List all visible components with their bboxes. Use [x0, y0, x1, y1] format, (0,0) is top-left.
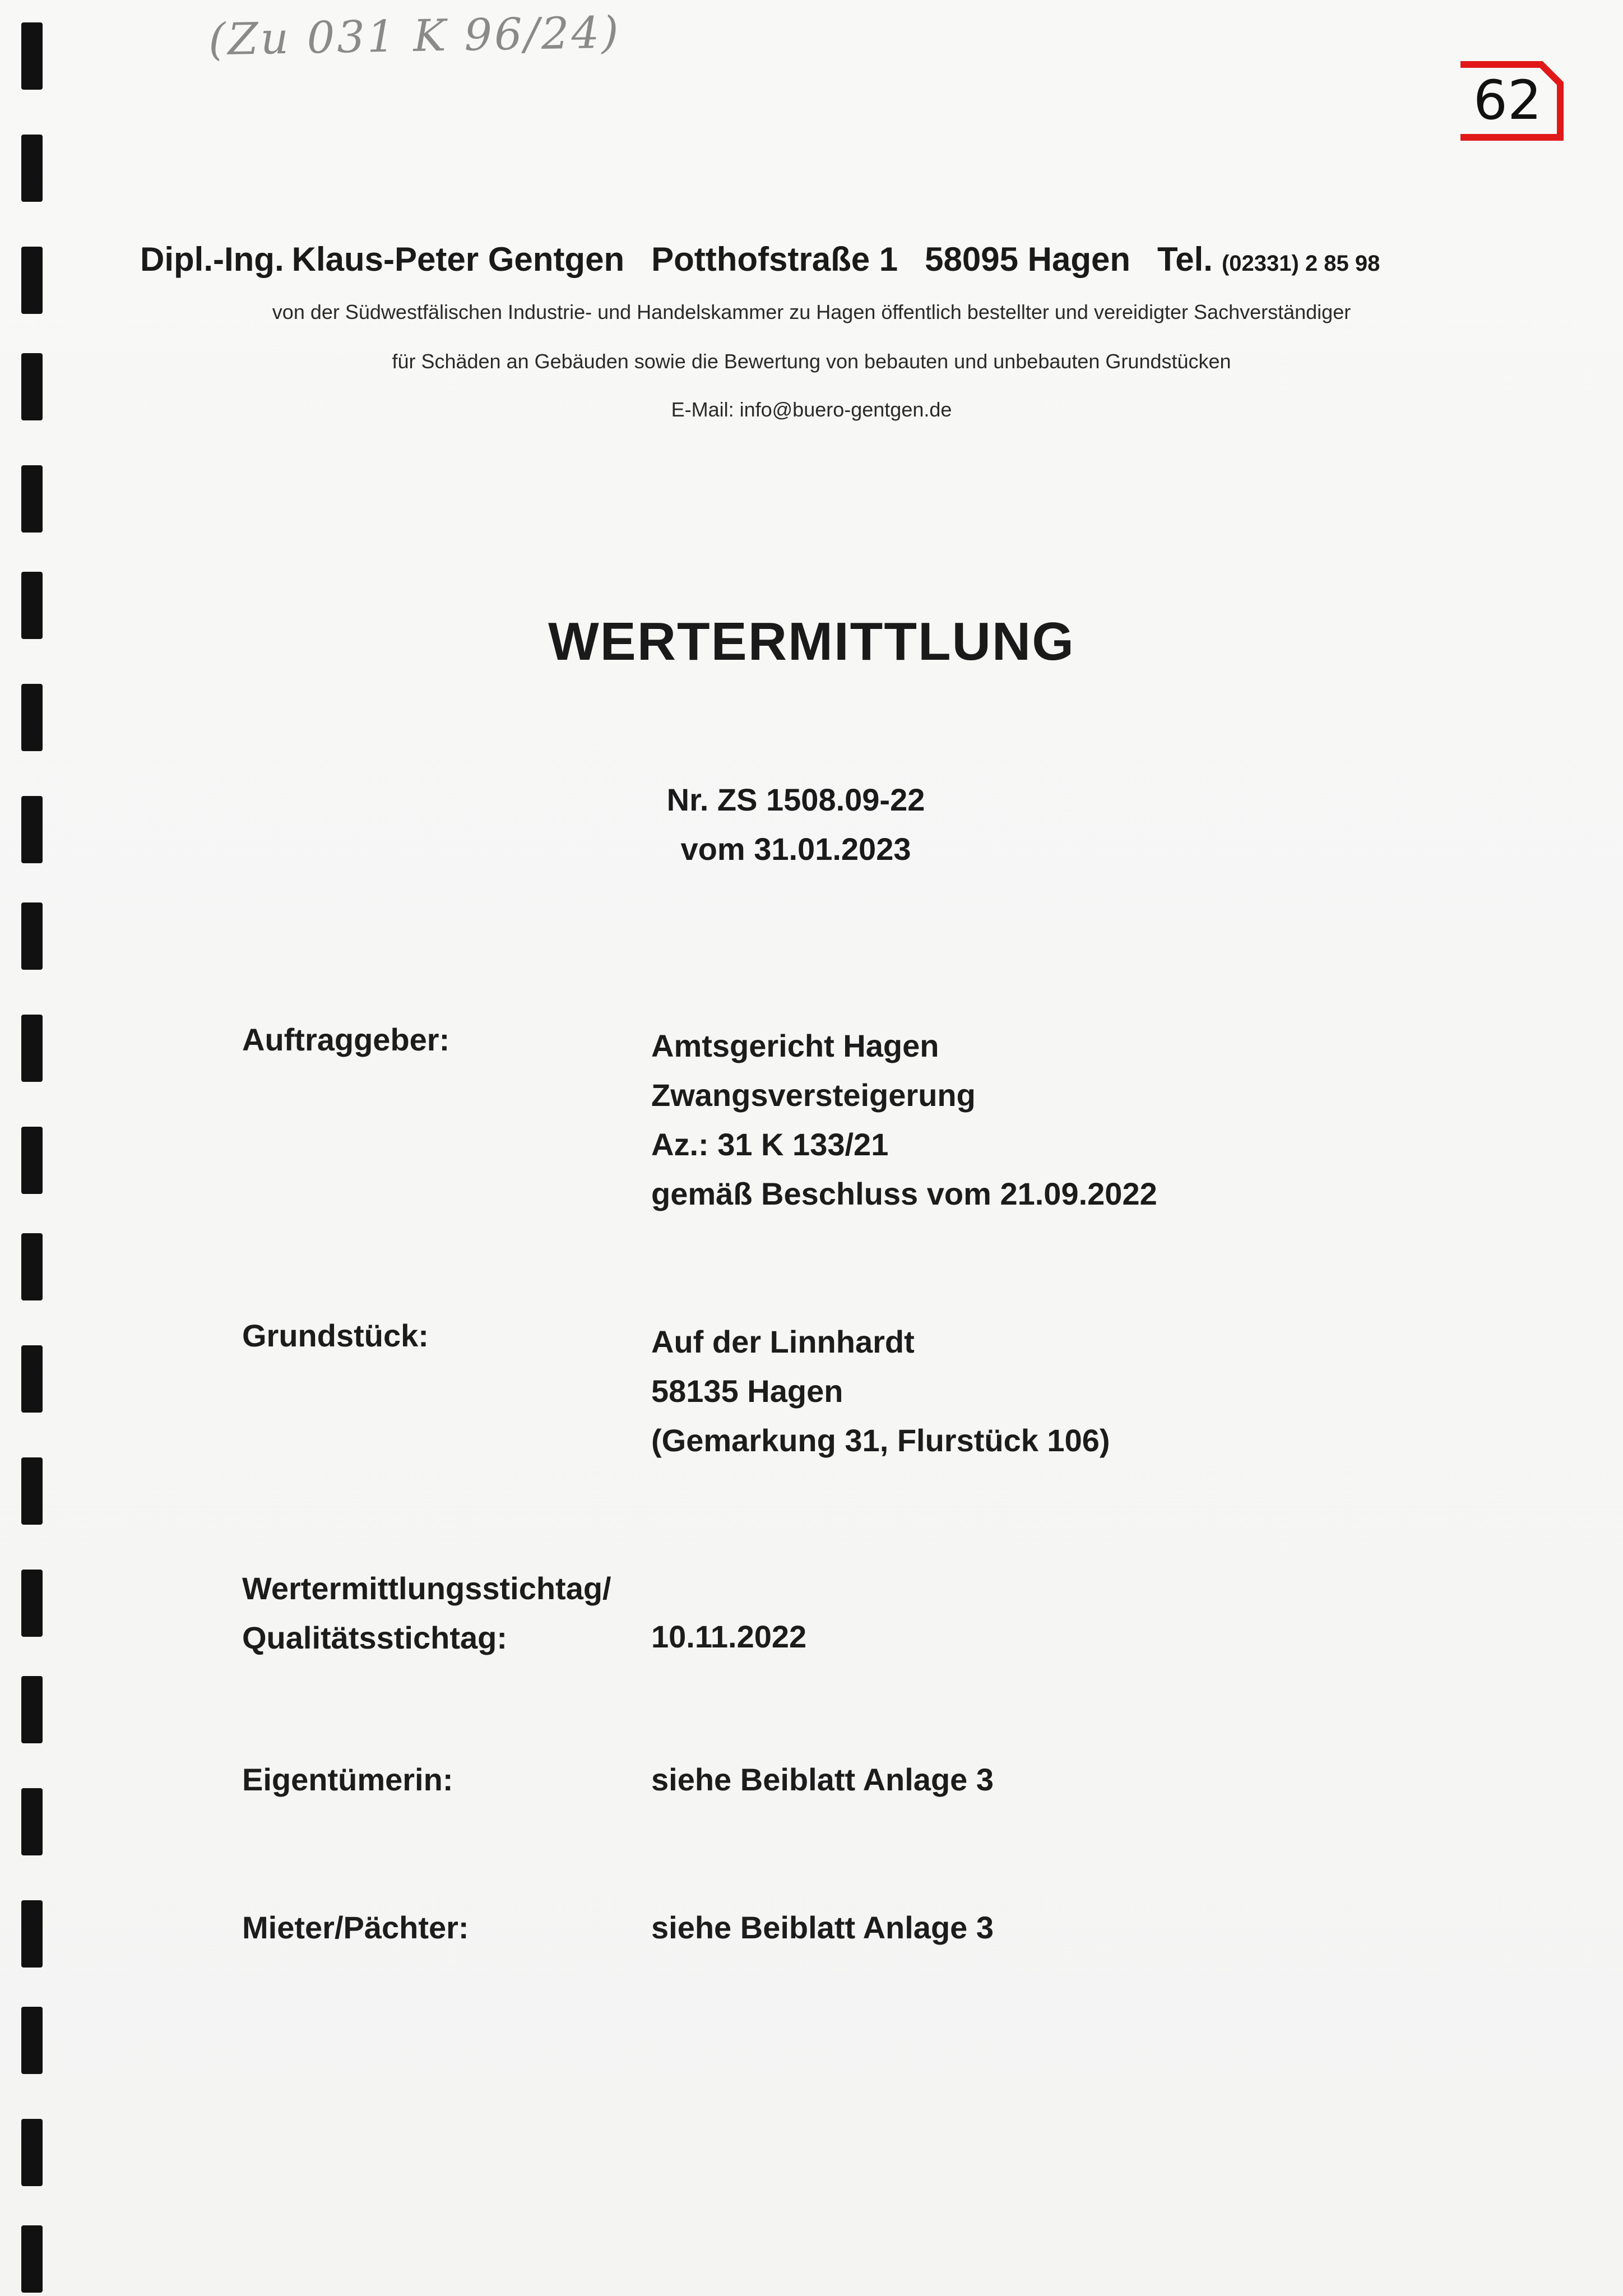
binding-hole: [21, 2119, 43, 2186]
field-label-auftraggeber: Auftraggeber:: [242, 1022, 450, 1057]
binding-hole: [21, 1345, 43, 1413]
field-value-grundstueck: [651, 1317, 1110, 1465]
binding-hole: [21, 1233, 43, 1300]
field-value-auftraggeber: [651, 1021, 1157, 1219]
field-value-line: Amtsgericht Hagen: [651, 1028, 939, 1063]
tel-label: Tel.: [1157, 240, 1213, 278]
binding-hole: [21, 2007, 43, 2074]
binding-hole: [21, 684, 43, 751]
city-address: 58095 Hagen: [925, 240, 1131, 278]
letterhead: [140, 240, 1508, 279]
field-label-mieter: Mieter/Pächter:: [242, 1910, 469, 1945]
binding-hole: [21, 22, 43, 90]
handwritten-note: (Zu 031 K 96/24): [208, 7, 622, 66]
binding-hole: [21, 2225, 43, 2293]
field-value-eigentuemerin: siehe Beiblatt Anlage 3: [651, 1762, 994, 1797]
field-label-line: Wertermittlungsstichtag/: [242, 1571, 611, 1606]
binding-hole: [21, 1900, 43, 1968]
field-value-line: gemäß Beschluss vom 21.09.2022: [651, 1176, 1157, 1211]
binding-hole: [21, 1788, 43, 1855]
page-number: 62: [1473, 69, 1542, 132]
binding-hole: [21, 1457, 43, 1525]
binding-hole: [21, 1570, 43, 1637]
binding-hole: [21, 135, 43, 202]
letterhead-subline-2: für Schäden an Gebäuden sowie die Bewertung von bebauten und unbebauten Grundstücken: [392, 350, 1231, 373]
field-label-grundstueck: Grundstück:: [242, 1318, 429, 1353]
field-value-line: Az.: 31 K 133/21: [651, 1127, 889, 1162]
tel-number: (02331) 2 85 98: [1221, 251, 1380, 276]
field-label-stichtag: [242, 1564, 611, 1663]
field-value-stichtag: [651, 1612, 806, 1661]
name-prefix: Dipl.-Ing.: [140, 240, 284, 278]
letterhead-subline-1: von der Südwestfälischen Industrie- und Handelskammer zu Hagen öffentlich bestellter und vereidigter Sachverständiger: [272, 300, 1351, 323]
document-number: Nr. ZS 1508.09-22: [666, 782, 925, 817]
field-value-line: (Gemarkung 31, Flurstück 106): [651, 1423, 1110, 1458]
binding-hole: [21, 902, 43, 970]
author-name: Klaus-Peter Gentgen: [291, 240, 625, 278]
letterhead-email: E-Mail: info@buero-gentgen.de: [671, 398, 952, 421]
field-value-line: Auf der Linnhardt: [651, 1324, 915, 1359]
field-value-mieter: siehe Beiblatt Anlage 3: [651, 1910, 994, 1945]
field-value-line: 10.11.2022: [651, 1619, 807, 1654]
binding-hole: [21, 1127, 43, 1194]
binding-hole: [21, 1676, 43, 1743]
binding-hole: [21, 1015, 43, 1082]
field-value-line: Zwangsversteigerung: [651, 1077, 976, 1113]
page-number-badge: [1457, 59, 1565, 142]
binding-strip: [0, 0, 67, 2296]
field-value-line: 58135 Hagen: [651, 1373, 843, 1409]
field-label-eigentuemerin: Eigentümerin:: [242, 1762, 453, 1797]
binding-hole: [21, 465, 43, 533]
street-address: Potthofstraße 1: [651, 240, 898, 278]
document-date: vom 31.01.2023: [680, 831, 911, 867]
document-title: WERTERMITTLUNG: [548, 612, 1075, 672]
field-label-line: Qualitätsstichtag:: [242, 1620, 507, 1655]
